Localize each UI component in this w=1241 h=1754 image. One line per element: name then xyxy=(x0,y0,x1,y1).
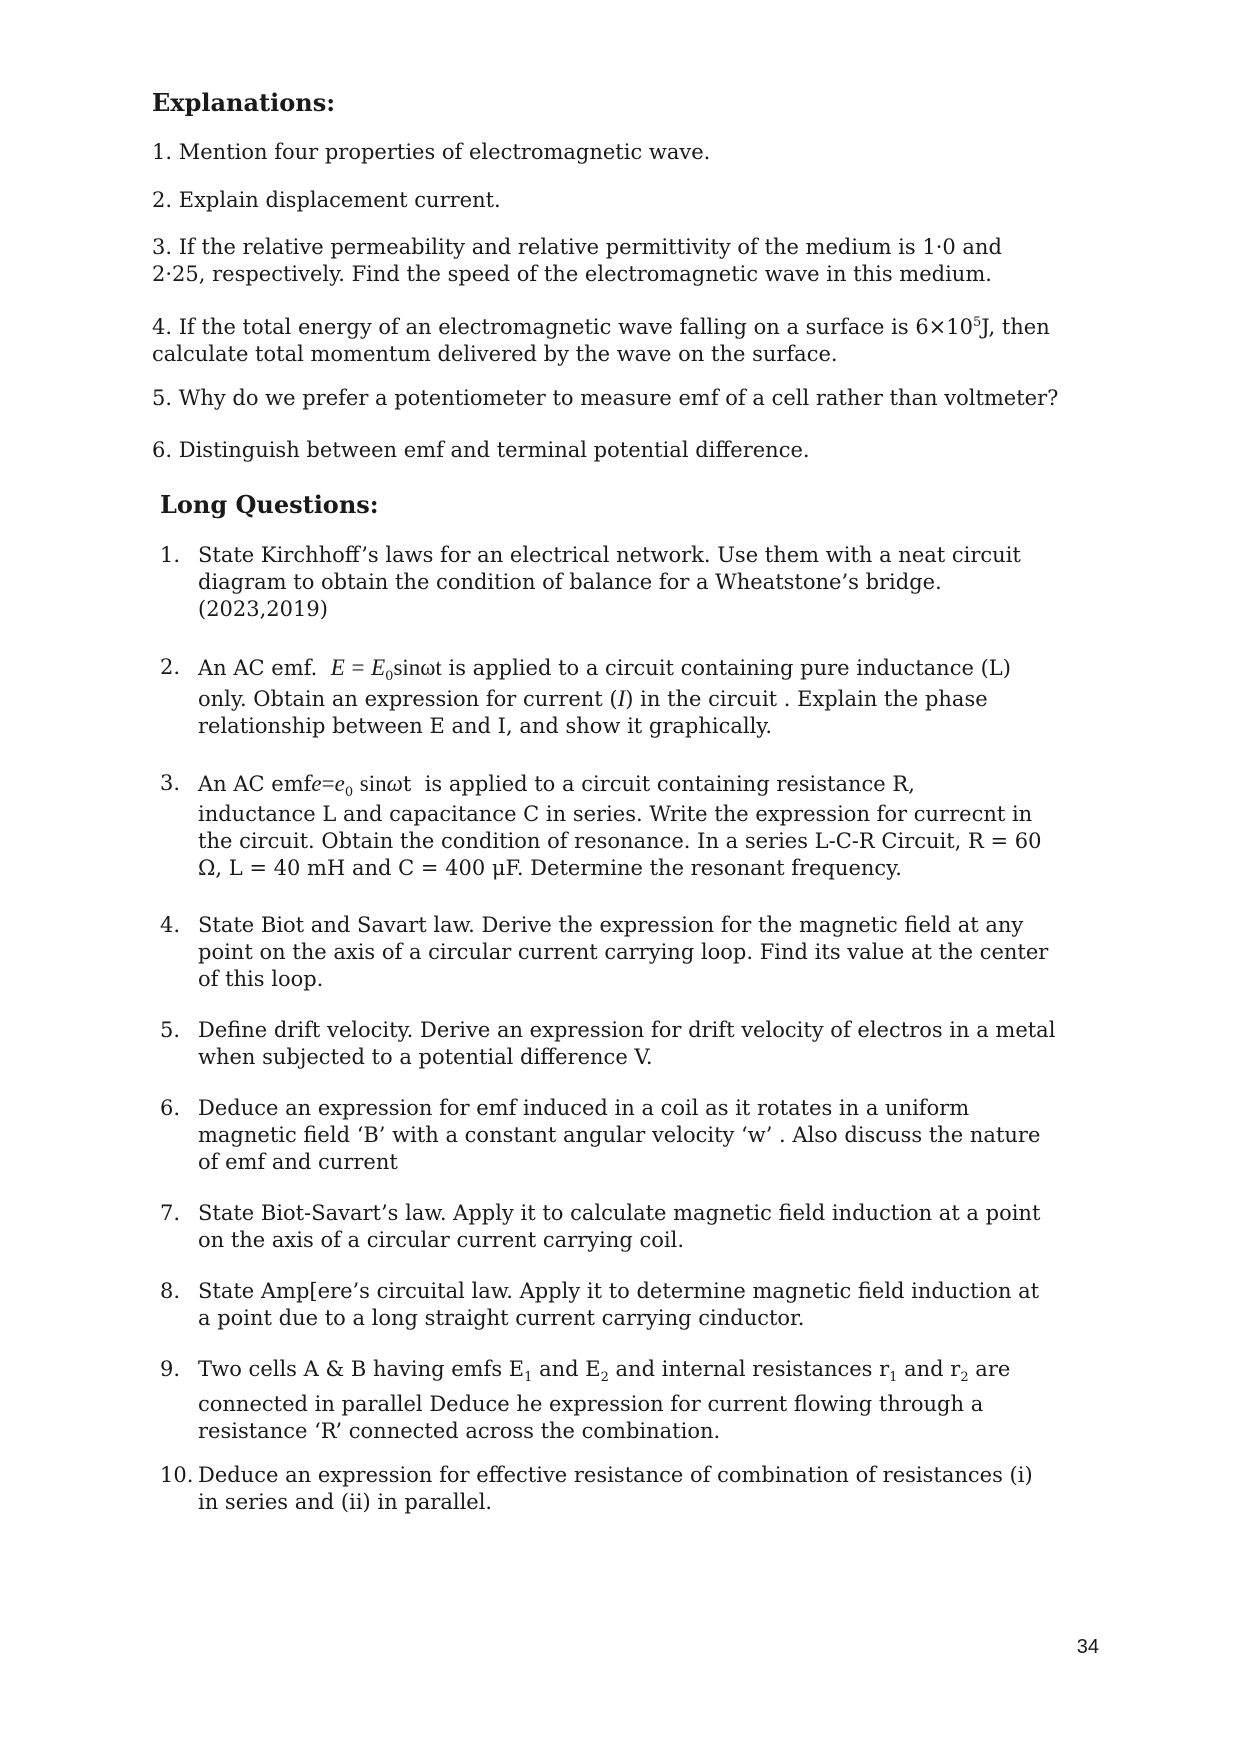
item-number: 1. xyxy=(152,140,173,164)
page-number: 34 xyxy=(1076,1636,1099,1658)
item-text: Why do we prefer a potentiometer to measure emf of a cell rather than voltmeter? xyxy=(178,386,1059,410)
explanation-item-1 xyxy=(152,139,1097,166)
item-line: 2·25, respectively. Find the speed of the electromagnetic wave in this medium. xyxy=(152,262,992,286)
long-questions-heading: Long Questions: xyxy=(160,490,379,519)
question-number: 8. xyxy=(160,1279,181,1303)
explanation-item-4 xyxy=(152,309,1097,368)
item-line: 3. If the relative permeability and relative permittivity of the medium is 1·0 and xyxy=(152,235,1002,259)
item-number: 5. xyxy=(152,386,173,410)
item-text: Mention four properties of electromagnetic wave. xyxy=(178,140,711,164)
question-number: 7. xyxy=(160,1201,181,1225)
explanations-heading: Explanations: xyxy=(152,88,336,117)
item-line: 4. If the total energy of an electromagnetic wave falling on a surface is $6\times 10^5J$, then xyxy=(152,315,1050,339)
question-number: 6. xyxy=(160,1096,181,1120)
item-number: 2. xyxy=(152,188,173,212)
explanation-item-6 xyxy=(152,437,1097,464)
question-number: 3. xyxy=(160,771,181,795)
long-question-6: 6. Deduce an expression for emf induced in a coil as it rotates in a uniform magnetic field ‘B’ with a constant angular velocity ‘w’ . Also discuss the nature of emf and current xyxy=(160,1096,1041,1174)
question-number: 1. xyxy=(160,543,181,567)
question-number: 2. xyxy=(160,655,181,679)
explanation-item-5 xyxy=(152,385,1097,412)
long-question-8: 8. State Amp[ere’s circuital law. Apply it to determine magnetic field induction at a point due to a long straight current carrying cinductor. xyxy=(160,1279,1040,1330)
long-question-5: 5. Define drift velocity. Derive an expression for drift velocity of electros in a metal when subjected to a potential difference V. xyxy=(160,1018,1056,1069)
long-question-10: 10. Deduce an expression for effective resistance of combination of resistances (i) in series and (ii) in parallel. xyxy=(160,1463,1033,1514)
question-number: 9. xyxy=(160,1357,181,1381)
long-question-3: 3. An AC $emfe=e_0$ sinωt is applied to a circuit containing resistance R, inductance L and capacitance C in series. Write the expression for currecnt in the circuit. Obtain the condition of resonance. In a series L-C-R Circuit, R = 60 Ω, L = 40 mH and C = 400 μF. Determine the resonant frequency. xyxy=(160,771,1042,880)
long-question-9: 9. Two cells A & B having emfs $E_1$ and $E_2$ and internal resistances $r_1$ and $r_2$ are connected in parallel Deduce he expression for current flowing through a resistance ‘R’ connected across the combination. xyxy=(160,1357,1011,1444)
question-number: 4. xyxy=(160,913,181,937)
long-question-7: 7. State Biot-Savart’s law. Apply it to calculate magnetic field induction at a point on the axis of a circular current carrying coil. xyxy=(160,1201,1041,1252)
item-number: 4. xyxy=(152,315,173,339)
explanation-item-3 xyxy=(152,234,1097,288)
explanation-item-2 xyxy=(152,187,1097,214)
long-question-4: 4. State Biot and Savart law. Derive the expression for the magnetic field at any point on the axis of a circular current carrying loop. Find its value at the center of this loop. xyxy=(160,913,1049,991)
item-number: 6. xyxy=(152,438,173,462)
long-question-1: 1. State Kirchhoff’s laws for an electrical network. Use them with a neat circuit diagram to obtain the condition of balance for a Wheatstone’s bridge. (2023,2019) xyxy=(160,543,1021,621)
item-line: calculate total momentum delivered by the wave on the surface. xyxy=(152,342,838,366)
question-number: 5. xyxy=(160,1018,181,1042)
long-question-2: 2. An AC emf. $E = E_0\sin\omega t$ is applied to a circuit containing pure inductance (L) only. Obtain an expression for current (I) in the circuit . Explain the phase relationship between E and I, and show it graphically. xyxy=(160,655,1011,738)
item-number: 3. xyxy=(152,235,173,259)
question-number: 10. xyxy=(160,1463,194,1487)
item-text: Explain displacement current. xyxy=(178,188,501,212)
item-text: Distinguish between emf and terminal potential difference. xyxy=(178,438,810,462)
